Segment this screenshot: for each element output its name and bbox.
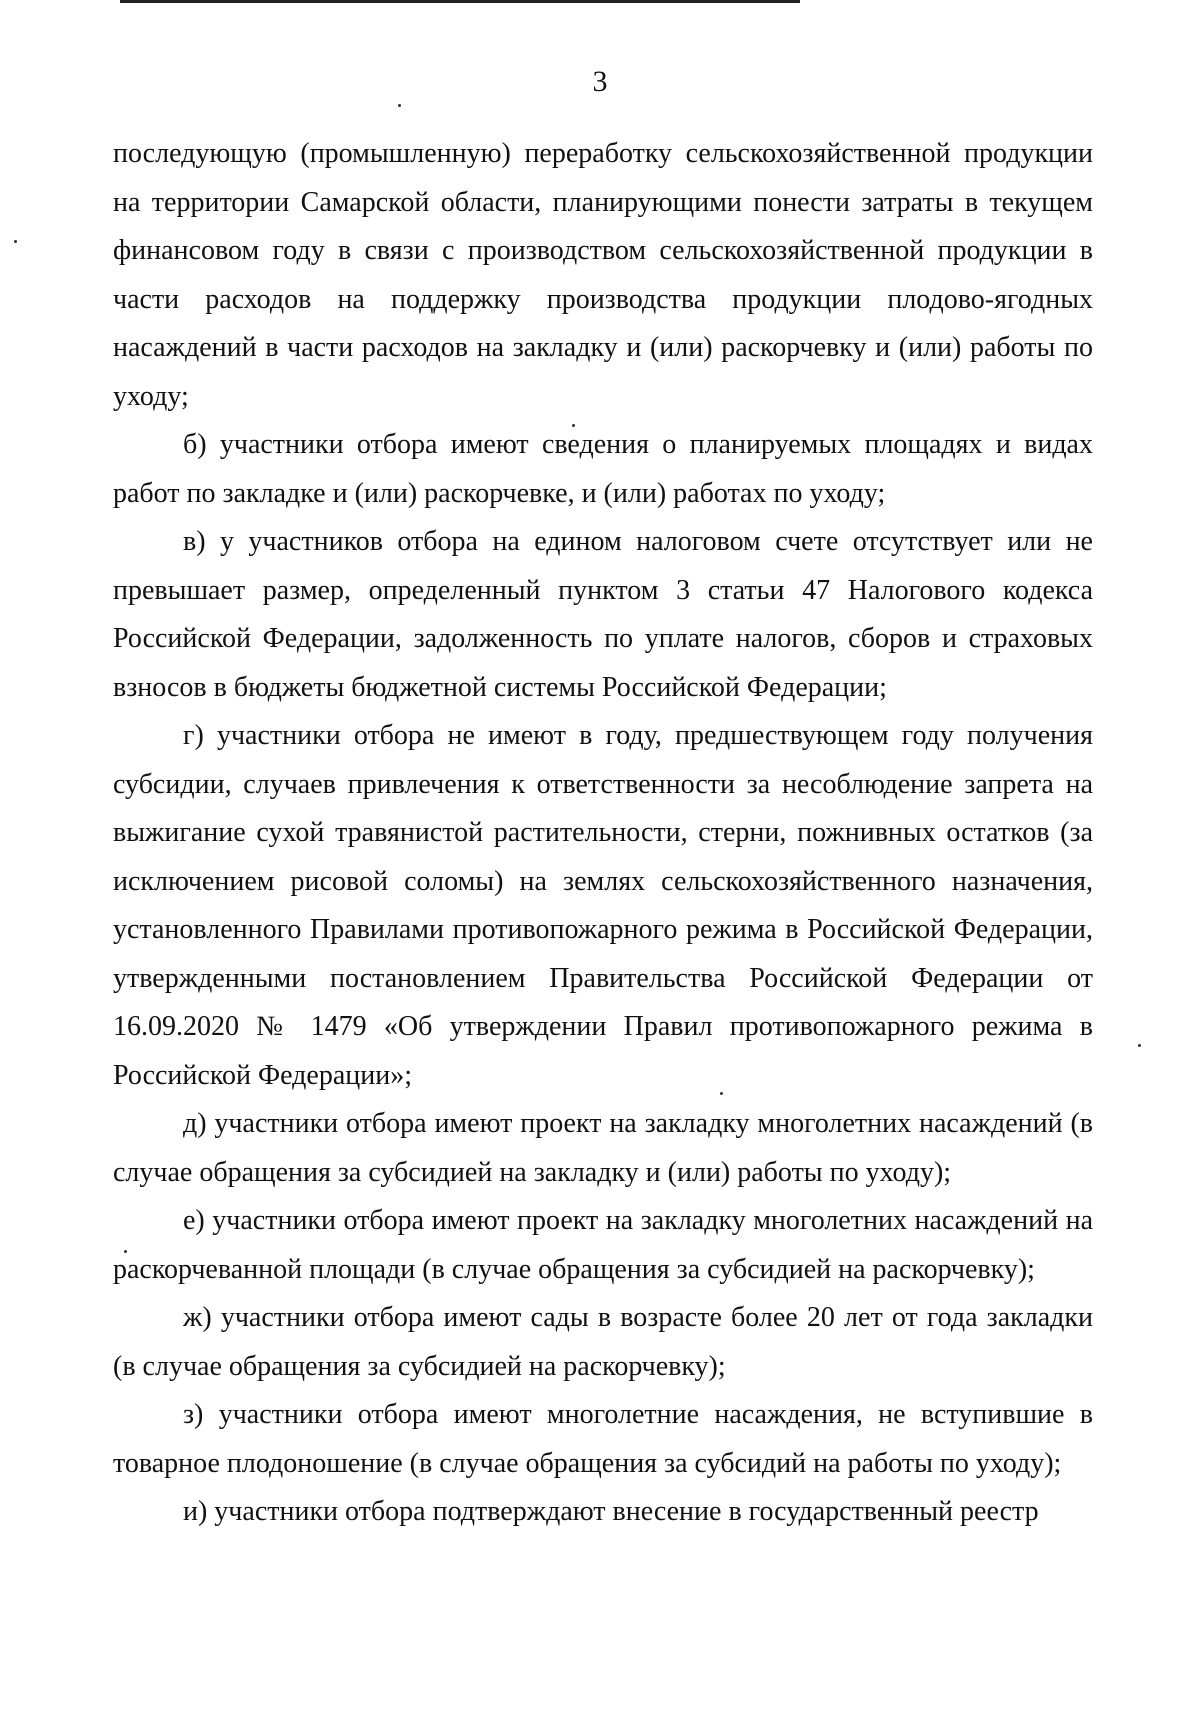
- paragraph-continuation: последующую (промышленную) переработку сельскохозяйственной продукции на территории Самарской области, планирующими понести затраты в текущем финансовом году в связи с производством сельскохозяйственной продукции в части расходов на поддержку производства продукции плодово-ягодных насаждений в части расходов на закладку и (или) раскорчевку и (или) работы по уходу;: [113, 138, 1093, 412]
- scan-edge-line: [630, 0, 670, 3]
- paragraph-item-e: е) участники отбора имеют проект на закладку многолетних насаждений на раскорчеванной площади (в случае обращения за субсидией на раскорчевку);: [113, 1205, 1093, 1285]
- scan-speck: [398, 104, 401, 107]
- paragraph-item-zh: ж) участники отбора имеют сады в возрасте более 20 лет от года закладки (в случае обращения за субсидией на раскорчевку);: [113, 1302, 1093, 1382]
- paragraph-item-d: д) участники отбора имеют проект на закладку многолетних насаждений (в случае обращения за субсидией на закладку и (или) работы по уходу);: [113, 1108, 1093, 1188]
- paragraph-item-b: б) участники отбора имеют сведения о планируемых площадях и видах работ по закладке и (или) раскорчевке, и (или) работах по уходу;: [113, 429, 1093, 509]
- paragraph-item-v: в) у участников отбора на едином налоговом счете отсутствует или не превышает размер, определенный пунктом 3 статьи 47 Налогового кодекса Российской Федерации, задолженность по уплате налогов, сборов и страховых взносов в бюджеты бюджетной системы Российской Федерации;: [113, 526, 1093, 703]
- scan-speck: [1138, 1044, 1141, 1047]
- scan-speck: [14, 240, 17, 243]
- scan-edge-line: [120, 0, 800, 3]
- scan-edge-line: [750, 0, 800, 3]
- paragraph-item-i: и) участники отбора подтверждают внесение в государственный реестр: [183, 1496, 1039, 1527]
- scan-speck: [572, 424, 575, 427]
- paragraph-item-g: г) участники отбора не имеют в году, предшествующем году получения субсидии, случаев привлечения к ответственности за несоблюдение запрета на выжигание сухой травянистой растительности, стерни, пожнивных остатков (за исключением рисовой соломы) на землях сельскохозяйственного назначения, установленного Правилами противопожарного режима в Российской Федерации, утвержденными постановлением Правительства Российской Федерации от 16.09.2020 № 1479 «Об утверждении Правил противопожарного режима в Российской Федерации»;: [113, 720, 1093, 1091]
- paragraph-item-z: з) участники отбора имеют многолетние насаждения, не вступившие в товарное плодоношение (в случае обращения за субсидий на работы по уходу);: [113, 1399, 1093, 1479]
- page-number: 3: [592, 65, 608, 98]
- scan-speck: [720, 1092, 723, 1095]
- scan-edge-line: [500, 0, 560, 3]
- scan-speck: [124, 1250, 127, 1253]
- document-body: [113, 130, 1093, 1537]
